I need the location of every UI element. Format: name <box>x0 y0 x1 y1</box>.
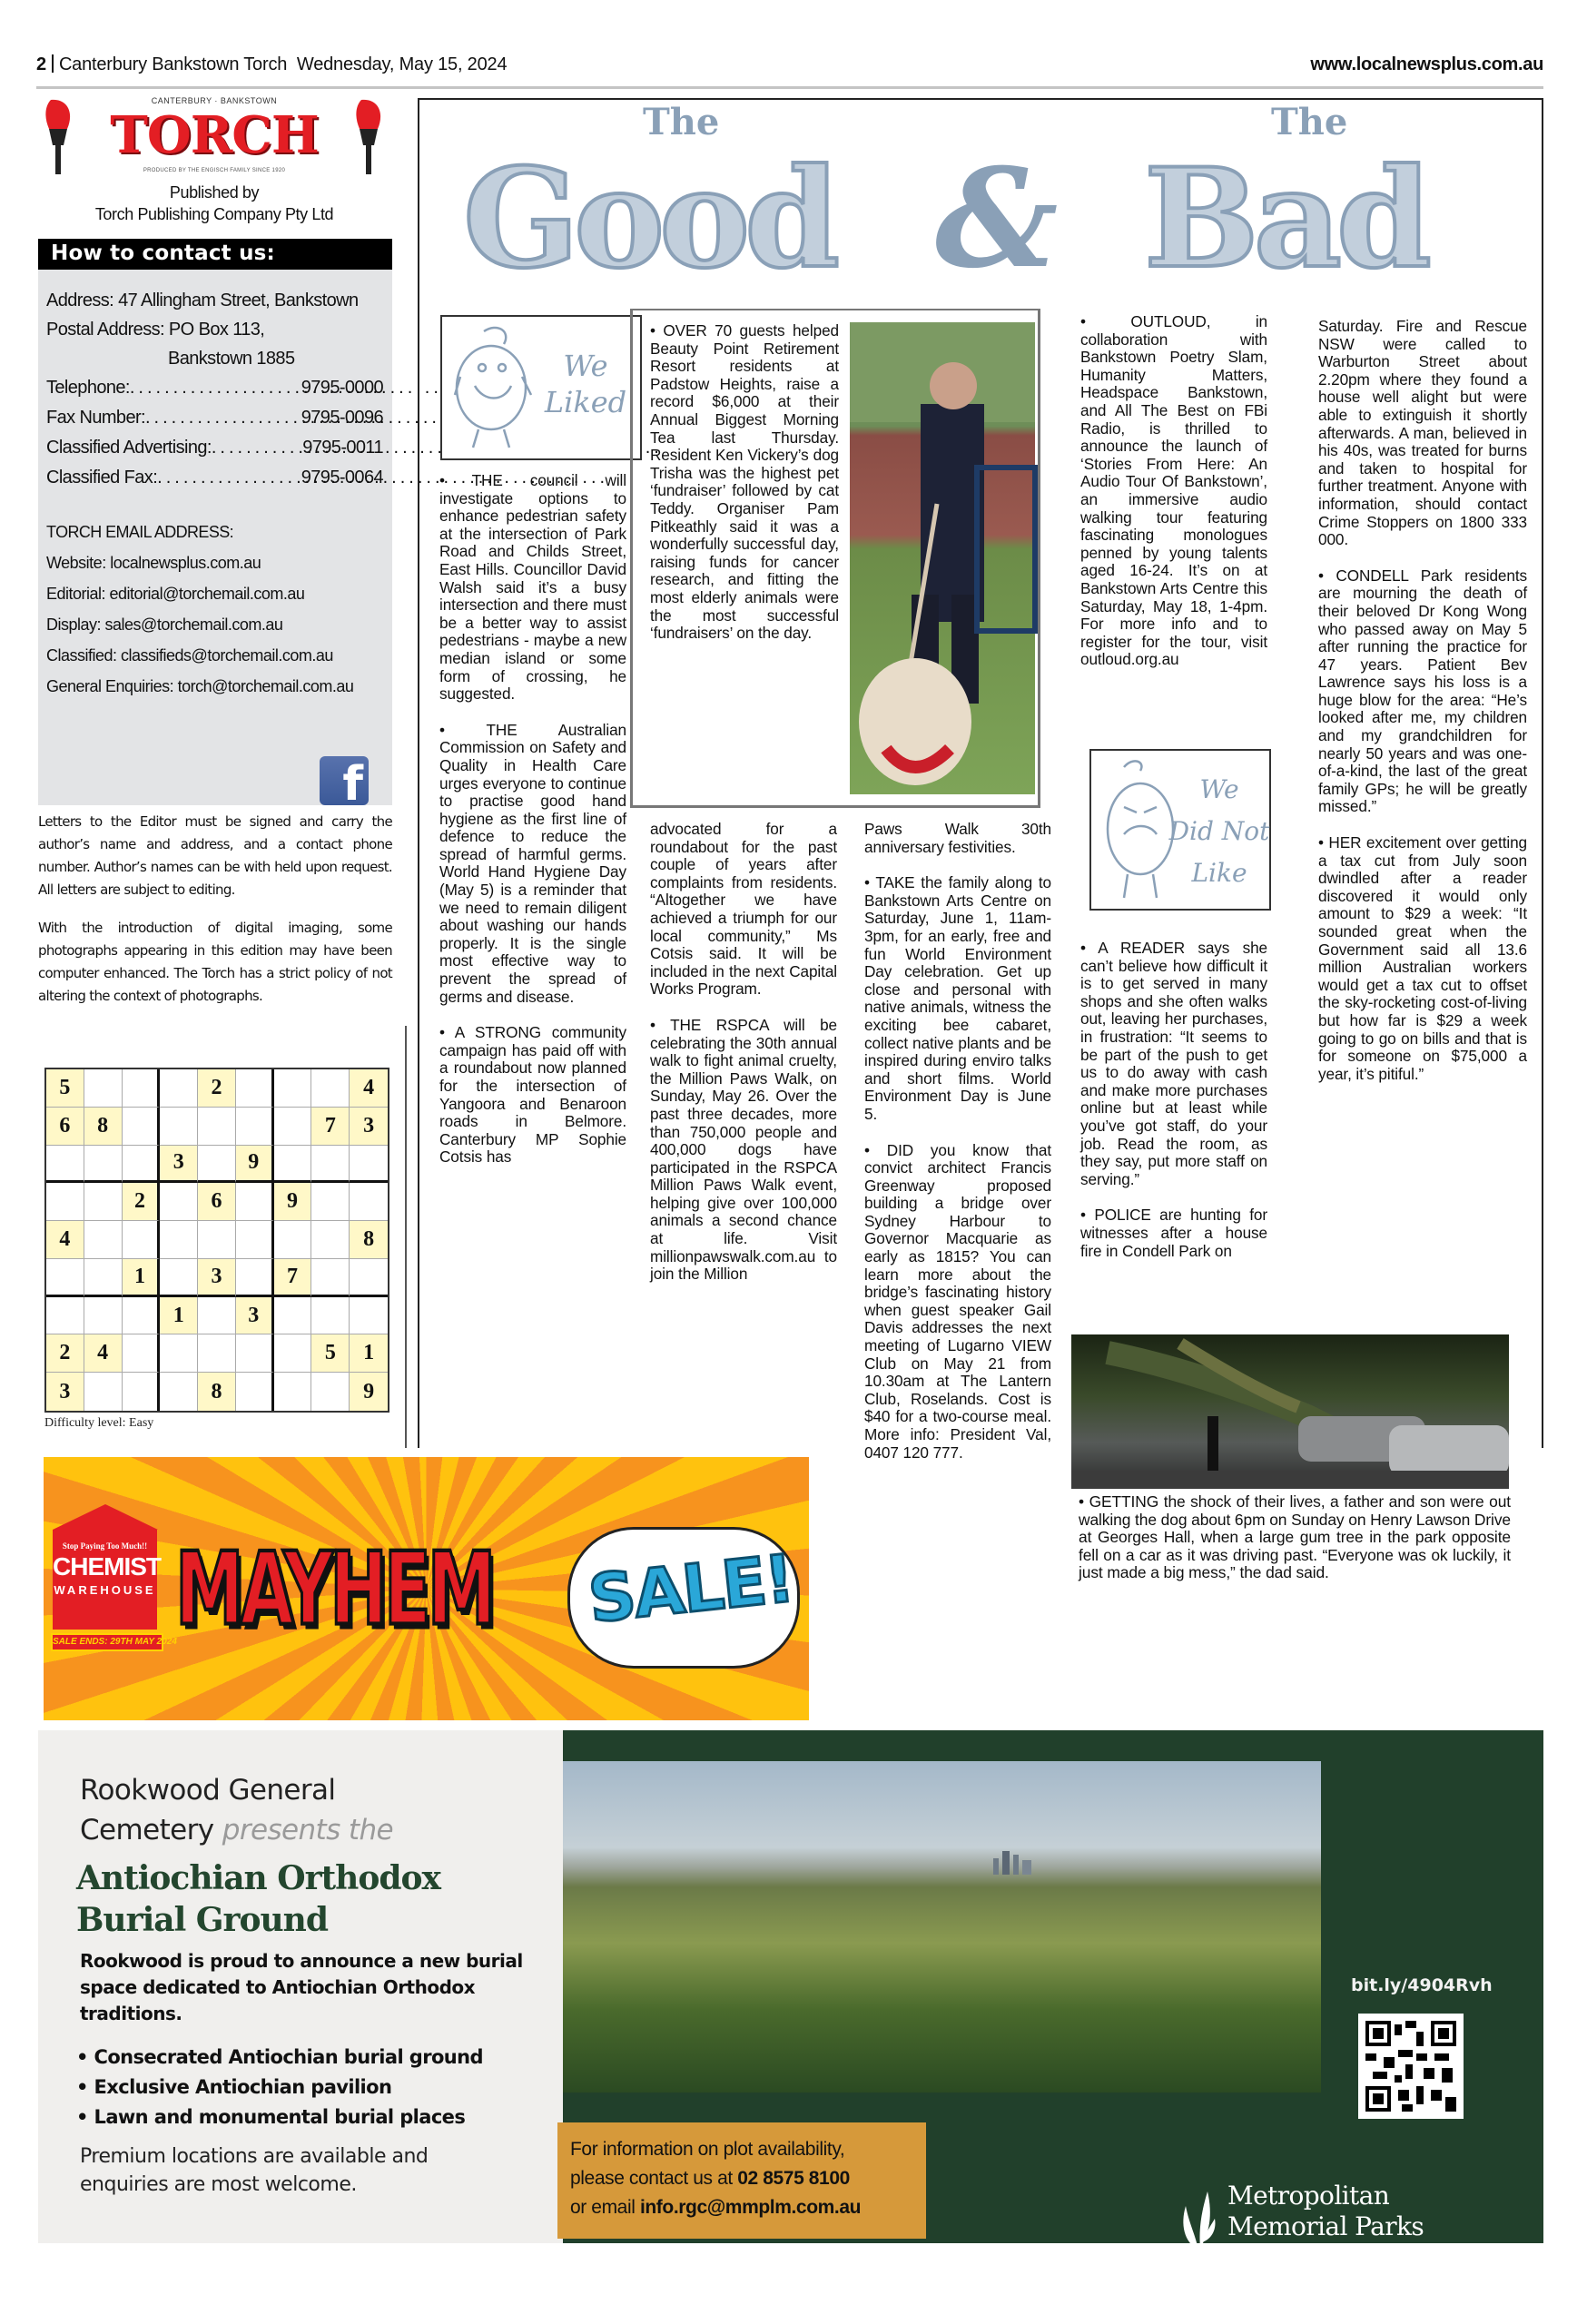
sale-end-date: SALE ENDS: 29TH MAY 2024 <box>51 1633 163 1651</box>
sudoku-empty-cell[interactable] <box>274 1334 312 1373</box>
sudoku-given-cell: 7 <box>311 1108 350 1146</box>
sudoku-given-cell: 8 <box>350 1221 388 1259</box>
published-by-label: Published by <box>169 183 260 202</box>
torch-subline: PRODUCED BY THE ENGISCH FAMILY SINCE 1920 <box>143 168 286 173</box>
sudoku-given-cell: 3 <box>350 1108 388 1146</box>
sudoku-empty-cell[interactable] <box>160 1334 198 1373</box>
sudoku-empty-cell[interactable] <box>311 1183 350 1221</box>
logo-roof-shape <box>53 1504 158 1530</box>
sudoku-given-cell: 7 <box>274 1259 312 1297</box>
column-5 <box>1318 318 1527 1083</box>
publisher-block <box>36 182 392 225</box>
sudoku-given-cell: 3 <box>198 1259 236 1297</box>
sudoku-given-cell: 5 <box>46 1069 84 1108</box>
sudoku-given-cell: 6 <box>46 1108 84 1146</box>
story-fallen-tree: • GETTING the shock of their lives, a father and son were out walking the dog about 6pm on Sunday on Henry Lawson Drive at Georges Hall, when a large gum tree in the park opposite fell on a car as it was driving past. “Everyone was ok luckily, it just made a big mess,” the dad said. <box>1079 1492 1511 1582</box>
sudoku-empty-cell[interactable] <box>160 1221 198 1259</box>
publisher-name: Torch Publishing Company Pty Ltd <box>94 205 334 223</box>
phone-row-telephone: Telephone: ..... 9795-0000 <box>46 373 383 403</box>
story-house-fire-cont: Saturday. Fire and Rescue NSW were called to Warburton Street about 2.20pm where they found a house well alight but were able to extinguish it shortly afterwards. A man, believed in his 40s, was treated for burns and taken to hospital for further treatment. Anyone with information, should contact Crime Stoppers on 1800 333 000. <box>1318 317 1527 549</box>
classified-fax-number[interactable]: 9795-0064 <box>301 468 383 487</box>
fax-number[interactable]: 9795-0096 <box>301 408 383 428</box>
feature-item: • Consecrated Antiochian burial ground <box>76 2046 483 2068</box>
sudoku-empty-cell[interactable] <box>160 1373 198 1411</box>
sudoku-empty-cell[interactable] <box>46 1183 84 1221</box>
classified-number[interactable]: 9795-0011 <box>302 438 383 458</box>
email-display[interactable]: Display: sales@torchemail.com.au <box>46 615 283 634</box>
sudoku-empty-cell[interactable] <box>236 1183 274 1221</box>
metropolitan-memorial-parks-leaf-icon <box>1180 2188 1217 2251</box>
sudoku-empty-cell[interactable] <box>123 1146 161 1184</box>
rookwood-intro: Rookwood is proud to announce a new burial space dedicated to Antiochian Orthodox traditions. <box>80 1950 523 2024</box>
photo-man-with-dog <box>850 322 1035 794</box>
metropolitan-memorial-parks-logo: Metropolitan Memorial Parks <box>1227 2181 1424 2241</box>
sudoku-empty-cell[interactable] <box>350 1183 388 1221</box>
sudoku-empty-cell[interactable] <box>123 1297 161 1335</box>
sudoku-given-cell: 9 <box>236 1146 274 1184</box>
email-heading: TORCH EMAIL ADDRESS: <box>46 523 234 541</box>
story-hand-hygiene: • THE Australian Commission on Safety and Quality in Health Care urges everyone to continue to practise good hand hygiene as the first line of defence to reduce the spread of harmful germs. World Hand Hygiene Day (May 5) is a reminder that we need to remain diligent about washing our hands properly. It is the single most effective way to prevent the spread of germs and disease. <box>439 720 626 1006</box>
sudoku-empty-cell[interactable] <box>198 1334 236 1373</box>
happy-character-icon <box>448 322 538 455</box>
we-liked-label: We Liked <box>544 349 627 419</box>
sudoku-empty-cell[interactable] <box>236 1334 274 1373</box>
sudoku-given-cell: 8 <box>84 1108 123 1146</box>
issue-date: Wednesday, May 15, 2024 <box>296 54 508 74</box>
email-editorial[interactable]: Editorial: editorial@torchemail.com.au <box>46 585 305 603</box>
sudoku-empty-cell[interactable] <box>84 1069 123 1108</box>
story-rspca-cont: Paws Walk 30th anniversary festivities. <box>864 820 1051 856</box>
sudoku-empty-cell[interactable] <box>350 1146 388 1184</box>
chemist-warehouse-ad[interactable] <box>44 1457 809 1720</box>
sudoku-given-cell: 9 <box>350 1373 388 1411</box>
sudoku-given-cell: 2 <box>198 1069 236 1108</box>
contact-box <box>38 270 392 805</box>
header-rule <box>36 86 1543 89</box>
sudoku-given-cell: 1 <box>123 1259 161 1297</box>
street-address: Address: 47 Allingham Street, Bankstown <box>46 290 359 310</box>
photo-fallen-tree <box>1071 1334 1509 1489</box>
column-4b <box>1080 940 1267 1260</box>
torch-right-icon <box>350 96 387 180</box>
sudoku-given-cell: 2 <box>123 1183 161 1221</box>
sudoku-empty-cell[interactable] <box>236 1373 274 1411</box>
rookwood-lead: Rookwood General Cemetery presents the <box>80 1774 393 1846</box>
title-ampersand: & <box>935 139 1053 299</box>
sudoku-empty-cell[interactable] <box>311 1146 350 1184</box>
cemetery-aerial-photo <box>563 1761 1321 2093</box>
title-good: Good <box>463 139 835 299</box>
email-website[interactable]: Website: localnewsplus.com.au <box>46 554 261 572</box>
sudoku-empty-cell[interactable] <box>123 1108 161 1146</box>
column-3 <box>864 821 1051 1462</box>
column-2 <box>650 821 837 1284</box>
story-tax-cut: • HER excitement over getting a tax cut from July soon dwindled after a reader discovered it would only amount to $29 a week: “It sounded great when the Government said all 13.6 million Australian workers would get a tax cut to offset the sky-rocketing cost-of-living but how far is $29 a week going to go on bills and that is for someone on $75,000 a year, it’s pitiful.” <box>1318 833 1527 1083</box>
sudoku-empty-cell[interactable] <box>236 1069 274 1108</box>
email-classified[interactable]: Classified: classifieds@torchemail.com.au <box>46 646 333 665</box>
column-1 <box>439 472 626 1167</box>
sudoku-empty-cell[interactable] <box>160 1069 198 1108</box>
sudoku-empty-cell[interactable] <box>236 1108 274 1146</box>
story-environment-day: • TAKE the family along to Bankstown Arts Centre on Saturday, June 1, 11am-3pm, for an early, free and fun World Environment Day celebration. Get up close and personal with native animals, witness the exciting bee cabaret, collect native plants and be inspired during enviro talks and short films. World Environment Day is June 5. <box>864 873 1051 1123</box>
beauty-point-story: • OVER 70 guests helped Beauty Point Retirement Resort residents at Padstow Heights, raise a record $6,000 at their Annual Biggest Morning Tea last Thursday. Resident Ken Vickery’s dog Trisha was the highest pet ‘fundraiser’ followed by cat Teddy. Organiser Pam Pitkeathly said it was a wonderfully successful day, raising funds for cancer research, and fitting the most elderly animals were the most successful ‘fundraisers’ on the day. <box>650 321 839 643</box>
sale-headline: SALE! <box>585 1540 797 1638</box>
sudoku-empty-cell[interactable] <box>46 1297 84 1335</box>
sudoku-empty-cell[interactable] <box>160 1183 198 1221</box>
story-greenway-bridge: • DID you know that convict architect Francis Greenway proposed building a bridge over Sydney Harbour to Governor Macquarie as early as 1815? You can learn more about the bridge’s fascinating history when guest speaker Gail Davis addresses the next meeting of Lugarno VIEW Club on May 21 from 10.30am at The Lantern Club, Roselands. Cost is $40 for a two-course meal. More info: President Val, 0407 120 777. <box>864 1140 1051 1462</box>
story-roundabout-cont: advocated for a roundabout for the past couple of years after complaints from residents. “Altogether we have achieved a triumph for our local community,” Ms Cotsis said. It will be included in the next Capital Works Program. <box>650 820 837 999</box>
website-link[interactable]: www.localnewsplus.com.au <box>1310 54 1543 74</box>
good-and-bad-title <box>427 102 1534 306</box>
sudoku-empty-cell[interactable] <box>274 1373 312 1411</box>
story-reader-shops: • A READER says she can’t believe how difficult it is to get served in many shops and she often walks out, leaving her purchases, in frustration: “It seems to be part of the push to get us to do away with cash and make more purchases online but at least while you’ve got staff, do your job. Read the room, as they say, put more staff on serving.” <box>1080 939 1267 1188</box>
sudoku-empty-cell[interactable] <box>311 1259 350 1297</box>
city-skyline-icon <box>990 1847 1044 1875</box>
publication-name: Canterbury Bankstown Torch <box>58 54 288 74</box>
sudoku-given-cell: 9 <box>274 1183 312 1221</box>
contact-heading: How to contact us: <box>38 239 392 270</box>
sudoku-given-cell: 6 <box>198 1183 236 1221</box>
rookwood-closing: Premium locations are available and enquiries are most welcome. <box>80 2145 429 2196</box>
sudoku-empty-cell[interactable] <box>46 1259 84 1297</box>
email-general[interactable]: General Enquiries: torch@torchemail.com.au <box>46 677 354 695</box>
sudoku-given-cell: 1 <box>160 1297 198 1335</box>
postal-address-suburb: Bankstown 1885 <box>168 349 295 369</box>
facebook-icon[interactable]: f <box>320 756 369 805</box>
qr-pattern <box>1365 2021 1456 2112</box>
story-dr-kong-wong: • CONDELL Park residents are mourning the death of their beloved Dr Kong Wong who passed away on May 5 after running the practice for 47 years. Patient Bev Lawrence says his loss is a huge blow for the area: “He’s looked after me, my children and my grandchildren for nearly 50 years and was one-of-a-kind, the last of the great family GPs; he will be greatly missed.” <box>1318 566 1527 816</box>
sudoku-empty-cell[interactable] <box>274 1221 312 1259</box>
qr-code-icon[interactable] <box>1358 2014 1464 2119</box>
sudoku-empty-cell[interactable] <box>311 1069 350 1108</box>
sudoku-empty-cell[interactable] <box>84 1183 123 1221</box>
feature-item: • Exclusive Antiochian pavilion <box>76 2076 392 2098</box>
sudoku-empty-cell[interactable] <box>198 1297 236 1335</box>
sudoku-given-cell: 2 <box>46 1334 84 1373</box>
phone-row-classified-fax: Classified Fax: ..... 9795-0064 <box>46 463 383 493</box>
sudoku-given-cell: 4 <box>46 1221 84 1259</box>
torch-region-tagline: CANTERBURY · BANKSTOWN <box>151 96 278 105</box>
short-link[interactable]: bit.ly/4904Rvh <box>1351 1975 1493 1995</box>
sudoku-given-cell: 3 <box>46 1373 84 1411</box>
chemist-warehouse-logo: Stop Paying Too Much!! CHEMIST WAREHOUSE <box>53 1530 157 1630</box>
sudoku-empty-cell[interactable] <box>84 1259 123 1297</box>
torch-wordmark: TORCH <box>110 105 319 165</box>
story-outloud: • OUTLOUD, in collaboration with Bankstown Poetry Slam, Humanity Matters, Headspace Bankstown, and All The Best on FBi Radio, is thrilled to announce the launch of ‘Stories From Here: An Audio Tour Of Bankstown’, an immersive audio walking tour featuring fascinating monologues penned by young talents aged 16-24. It’s on at Bankstown Arts Centre this Saturday, May 18, 1-4pm. For more info and to register for the tour, visit outloud.org.au <box>1080 312 1267 669</box>
column-4 <box>1080 313 1267 687</box>
title-bad: Bad <box>1144 139 1426 299</box>
sudoku-empty-cell[interactable] <box>84 1373 123 1411</box>
sudoku-given-cell: 8 <box>198 1373 236 1411</box>
sudoku-empty-cell[interactable] <box>84 1297 123 1335</box>
column-rule <box>405 1026 407 1448</box>
folio-divider <box>52 54 54 73</box>
sudoku-empty-cell[interactable] <box>198 1146 236 1184</box>
sudoku-given-cell: 1 <box>350 1334 388 1373</box>
feature-item: • Lawn and monumental burial places <box>76 2106 466 2128</box>
sudoku-empty-cell[interactable] <box>84 1221 123 1259</box>
photo-disclaimer: With the introduction of digital imaging, some photographs appearing in this edition may have been computer enhanced. The Torch has a strict policy of not altering the context of photographs. <box>38 920 392 1004</box>
fallen-tree-car-photo <box>1071 1334 1509 1489</box>
sudoku-empty-cell[interactable] <box>350 1259 388 1297</box>
page-number: 2 <box>36 54 46 74</box>
phone-number[interactable]: 9795-0000 <box>301 378 383 398</box>
sudoku-empty-cell[interactable] <box>123 1373 161 1411</box>
we-did-not-like-label: We Did Not Like <box>1168 774 1270 888</box>
story-roundabout: • A STRONG community campaign has paid off with a roundabout now planned for the intersection of Yangoora and Benaroon roads in Belmore. Canterbury MP Sophie Cotsis has <box>439 1023 626 1167</box>
rookwood-feature-list <box>76 2043 557 2132</box>
sudoku-empty-cell[interactable] <box>123 1334 161 1373</box>
sudoku-empty-cell[interactable] <box>123 1221 161 1259</box>
rookwood-ad-title: Antiochian Orthodox Burial Ground <box>76 1859 441 1939</box>
sudoku-grid <box>44 1068 389 1413</box>
sudoku-empty-cell[interactable] <box>311 1297 350 1335</box>
sudoku-given-cell: 3 <box>236 1297 274 1335</box>
sudoku-empty-cell[interactable] <box>274 1146 312 1184</box>
rookwood-contact-box: For information on plot availability, please contact us at 02 8575 8100 or email info.rgc@mmplm.com.au <box>557 2122 926 2239</box>
page-folio <box>36 54 507 75</box>
sudoku-difficulty: Difficulty level: Easy <box>44 1416 154 1430</box>
sudoku-empty-cell[interactable] <box>123 1069 161 1108</box>
sudoku-empty-cell[interactable] <box>160 1108 198 1146</box>
sudoku-given-cell: 4 <box>350 1069 388 1108</box>
story-house-fire: • POLICE are hunting for witnesses after a house fire in Condell Park on <box>1080 1206 1267 1260</box>
sudoku-given-cell: 4 <box>84 1334 123 1373</box>
sudoku-empty-cell[interactable] <box>84 1146 123 1184</box>
rookwood-email[interactable]: info.rgc@mmplm.com.au <box>639 2197 862 2218</box>
phone-row-classified: Classified Advertising: ..... 9795-0011 <box>46 433 383 463</box>
sudoku-empty-cell[interactable] <box>236 1259 274 1297</box>
sudoku-given-cell: 5 <box>311 1334 350 1373</box>
mayhem-headline: MAYHEM <box>175 1530 493 1648</box>
sudoku-empty-cell[interactable] <box>160 1259 198 1297</box>
postal-address: Postal Address: PO Box 113, <box>46 320 265 340</box>
sudoku-empty-cell[interactable] <box>198 1108 236 1146</box>
sudoku-empty-cell[interactable] <box>311 1373 350 1411</box>
sudoku-given-cell: 3 <box>160 1146 198 1184</box>
phone-row-fax: Fax Number: ..... 9795-0096 <box>46 403 383 433</box>
story-rspca: • THE RSPCA will be celebrating the 30th annual walk to fight animal cruelty, the Million Paws Walk, on Sunday, May 26. Over the past three decades, more than 750,000 people and 400,000 dogs have participated in the RSPCA Million Paws Walk event, helping give over 100,000 animals a second chance at life. Visit millionpawswalk.com.au to join the Million <box>650 1015 837 1284</box>
sudoku-empty-cell[interactable] <box>236 1221 274 1259</box>
sudoku-empty-cell[interactable] <box>46 1146 84 1184</box>
we-liked-cartoon <box>440 315 642 460</box>
we-did-not-like-cartoon <box>1089 749 1271 911</box>
torch-left-icon <box>40 96 76 180</box>
letters-disclaimer: Letters to the Editor must be signed and carry the author’s name and address, and a contact phone number. Author’s names can be with held upon request. All letters are subject to editing. <box>38 813 392 898</box>
torch-masthead-logo <box>36 93 392 180</box>
story-park-road: • THE council will investigate options to enhance pedestrian safety at the intersection of Park Road and Childs Street, East Hills. Councillor David Walsh said it’s a busy intersection and there must be a better way to assist pedestrians - maybe a new median island or some form of crossing, he suggested. <box>439 471 626 704</box>
sudoku-empty-cell[interactable] <box>274 1108 312 1146</box>
sudoku-empty-cell[interactable] <box>274 1297 312 1335</box>
title-the-right: The <box>1271 101 1348 143</box>
man-and-dog-photo <box>850 322 1035 794</box>
sudoku-empty-cell[interactable] <box>311 1221 350 1259</box>
sudoku-empty-cell[interactable] <box>198 1221 236 1259</box>
sudoku-empty-cell[interactable] <box>274 1069 312 1108</box>
rookwood-phone[interactable]: 02 8575 8100 <box>737 2168 850 2189</box>
title-the-left: The <box>643 101 720 143</box>
sudoku-empty-cell[interactable] <box>350 1297 388 1335</box>
